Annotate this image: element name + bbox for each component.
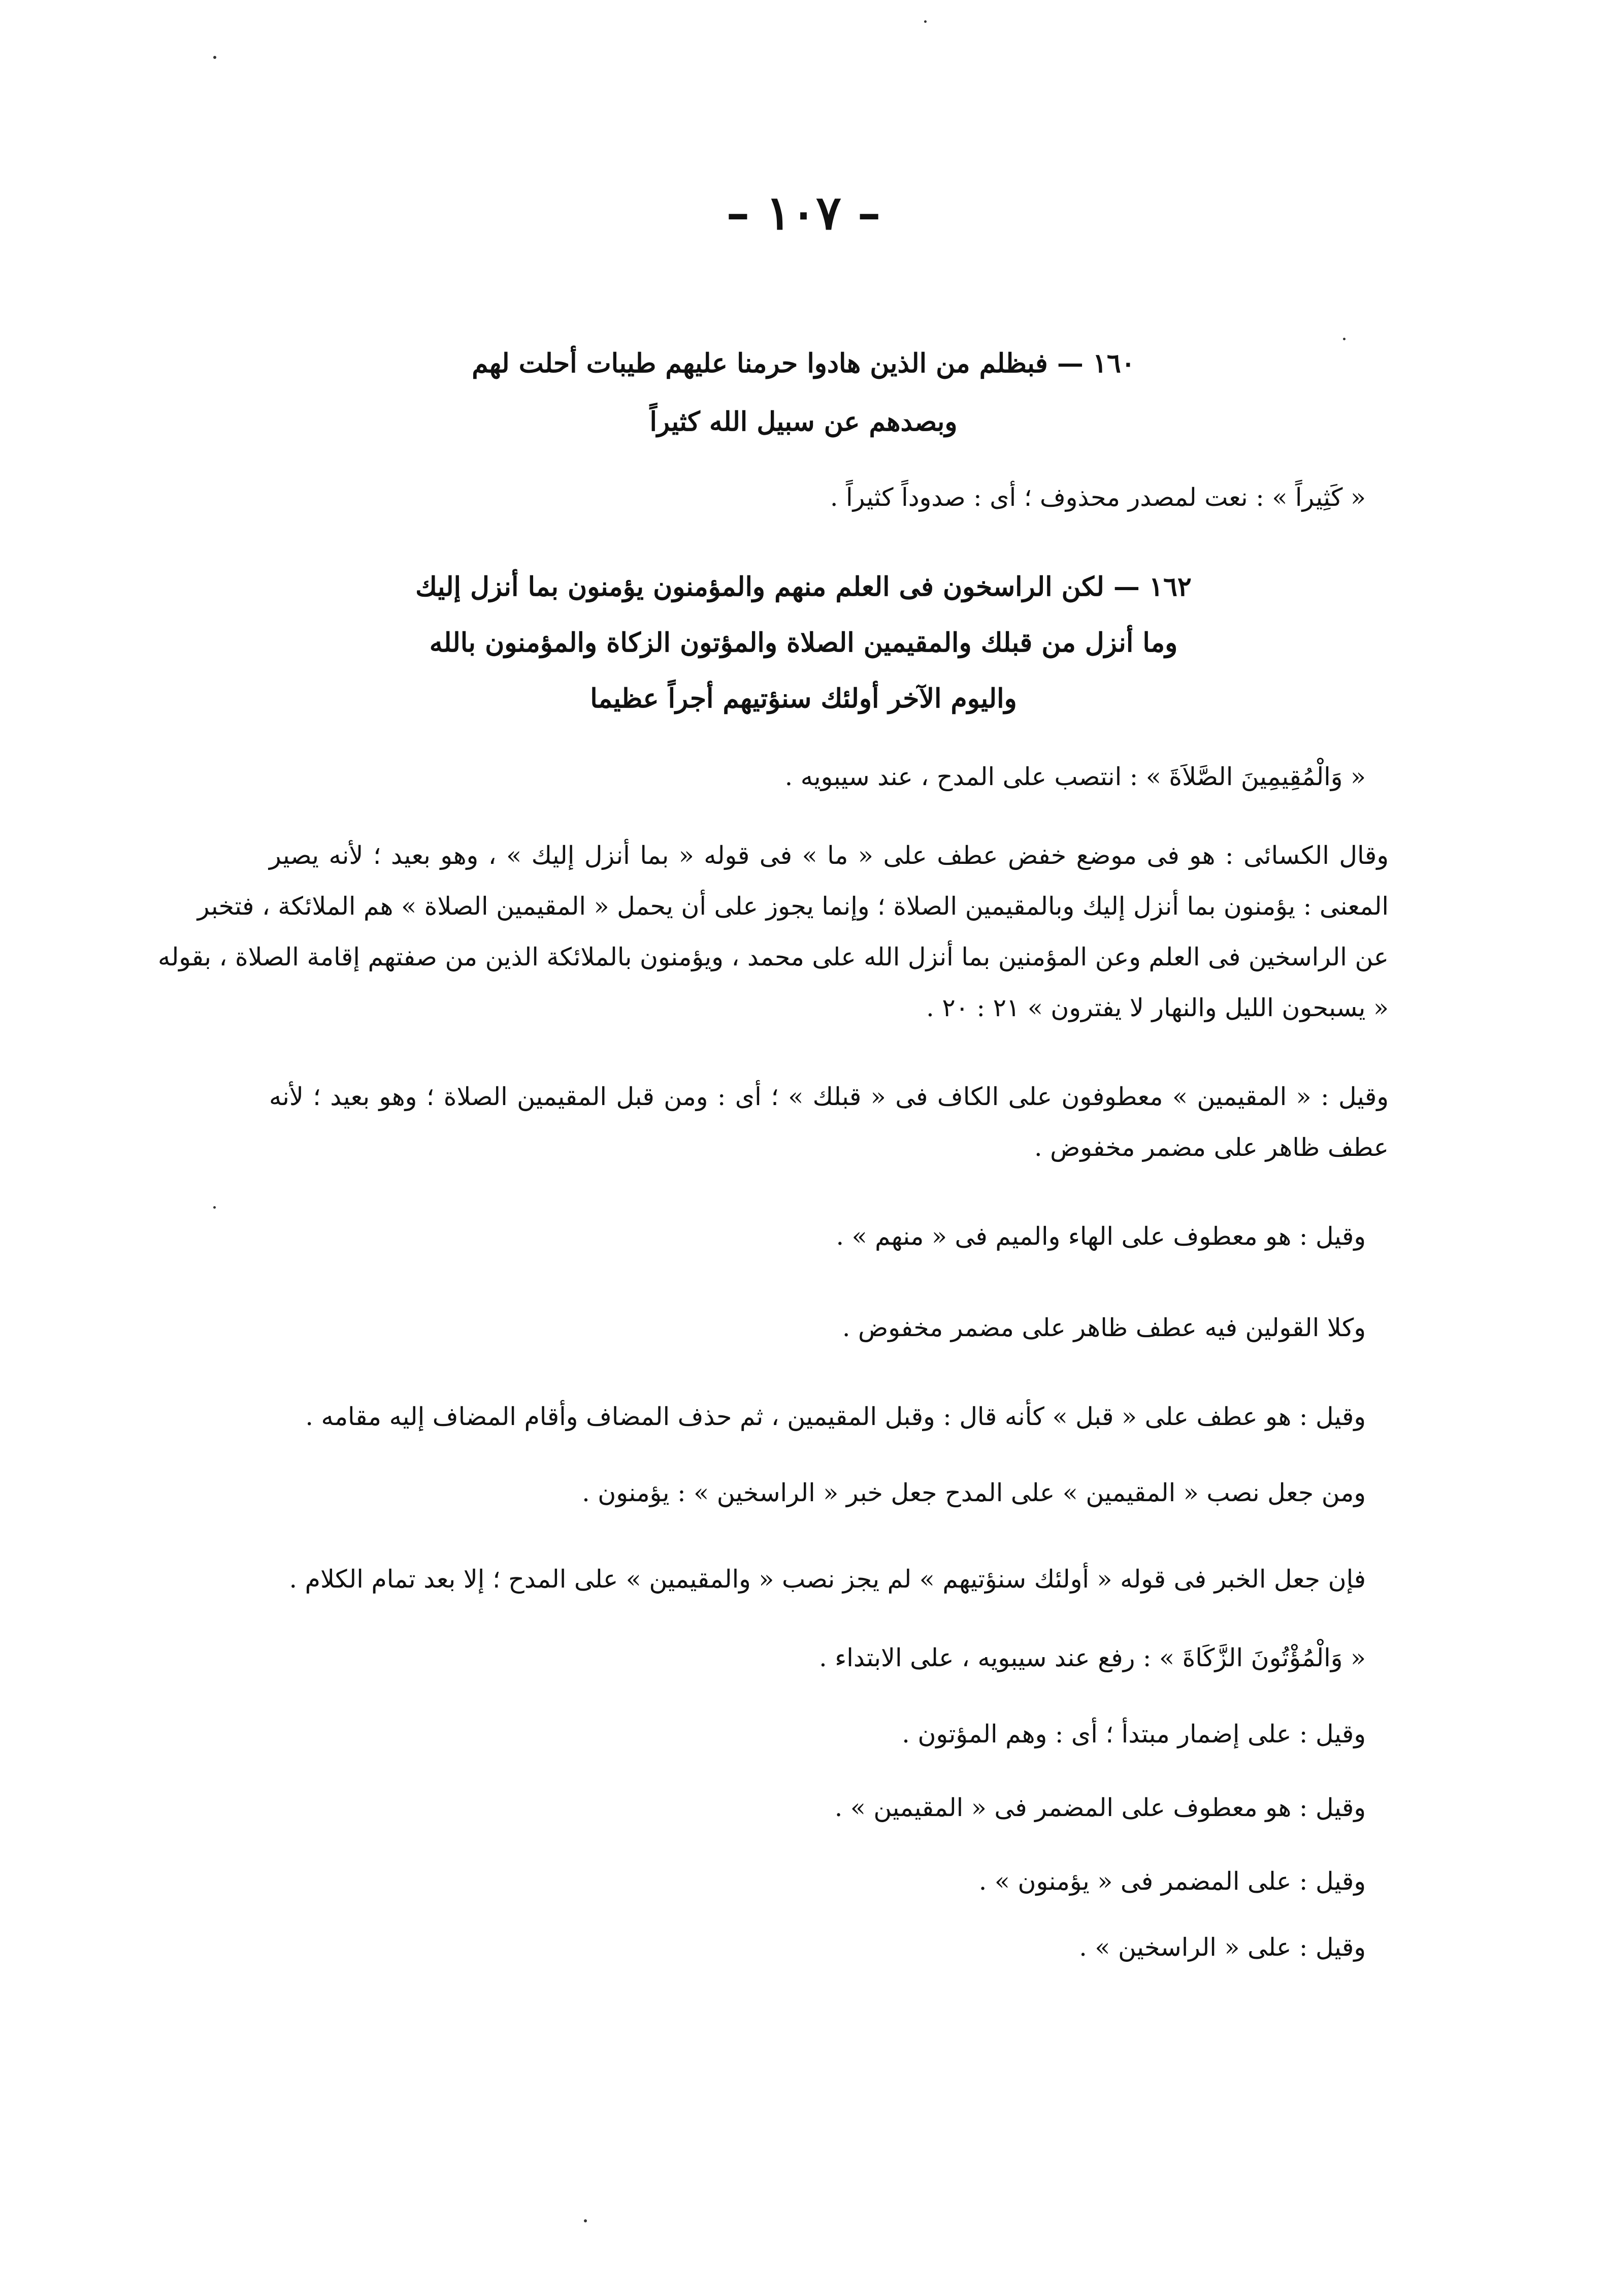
commentary-mudmar-yuminun: وقيل : على المضمر فى « يؤمنون » . <box>978 1867 1366 1896</box>
verse-162-line-1: ١٦٢ — لكن الراسخون فى العلم منهم والمؤمنون يؤمنون بما أنزل إليك <box>415 571 1192 602</box>
commentary-kisai-line-3: عن الراسخين فى العلم وعن المؤمنين بما أنزل الله على محمد ، ويؤمنون بالملائكة الذين من صفتهم إقامة الصلاة ، بقوله <box>158 943 1389 972</box>
commentary-kaf-line-1: وقيل : « المقيمين » معطوفون على الكاف فى « قبلك » ؛ أى : ومن قبل المقيمين الصلاة ؛ وهو بعيد ؛ لأنه <box>269 1082 1389 1111</box>
commentary-minhum: وقيل : هو معطوف على الهاء والميم فى « منهم » . <box>836 1222 1366 1251</box>
commentary-mutun: « وَالْمُؤْتُونَ الزَّكَاةَ » : رفع عند سيبويه ، على الابتداء . <box>819 1643 1366 1672</box>
verse-160-line-2: وبصدهم عن سبيل الله كثيراً <box>649 406 958 437</box>
commentary-rasikhin: وقيل : على « الراسخين » . <box>1079 1933 1366 1962</box>
commentary-kila-qawlayn: وكلا القولين فيه عطف ظاهر على مضمر مخفوض . <box>842 1313 1366 1342</box>
page-number: – ١٠٧ – <box>726 185 881 240</box>
scan-speck <box>584 2219 587 2222</box>
verse-160-line-1: ١٦٠ — فبظلم من الذين هادوا حرمنا عليهم طيبات أحلت لهم <box>472 348 1135 379</box>
commentary-idmar: وقيل : على إضمار مبتدأ ؛ أى : وهم المؤتون . <box>902 1720 1366 1749</box>
commentary-kisai-line-2: المعنى : يؤمنون بما أنزل إليك وبالمقيمين الصلاة ؛ وإنما يجوز على أن يحمل « المقيمين الصلاة » هم الملائكة ، فتخبر <box>197 892 1389 921</box>
scan-speck <box>213 1206 216 1209</box>
commentary-khabar: فإن جعل الخبر فى قوله « أولئك سنؤتيهم » لم يجز نصب « والمقيمين » على المدح ؛ إلا بعد تمام الكلام . <box>289 1565 1366 1594</box>
scan-speck <box>924 20 927 23</box>
scan-speck <box>1343 338 1346 340</box>
commentary-muqimin: « وَالْمُقِيمِينَ الصَّلاَةَ » : انتصب على المدح ، عند سيبويه . <box>784 762 1366 791</box>
commentary-qabl: وقيل : هو عطف على « قبل » كأنه قال : وقبل المقيمين ، ثم حذف المضاف وأقام المضاف إليه مقامه . <box>305 1402 1366 1431</box>
scan-speck <box>213 56 216 59</box>
commentary-kaf-line-2: عطف ظاهر على مضمر مخفوض . <box>1034 1133 1389 1162</box>
verse-162-line-3: واليوم الآخر أولئك سنؤتيهم أجراً عظيما <box>590 683 1017 714</box>
commentary-kisai-line-4: « يسبحون الليل والنهار لا يفترون » ٢١ : ٢٠ . <box>926 993 1389 1022</box>
commentary-kisai-line-1: وقال الكسائى : هو فى موضع خفض عطف على « ما » فى قوله « بما أنزل إليك » ، وهو بعيد ؛ لأنه يصير <box>269 841 1389 870</box>
verse-162-line-2: وما أنزل من قبلك والمقيمين الصلاة والمؤتون الزكاة والمؤمنون بالله <box>429 627 1178 658</box>
commentary-mudmar-muqimin: وقيل : هو معطوف على المضمر فى « المقيمين » . <box>834 1793 1366 1822</box>
commentary-madh: ومن جعل نصب « المقيمين » على المدح جعل خبر « الراسخين » : يؤمنون . <box>582 1478 1366 1507</box>
commentary-kathiran: « كَثِيراً » : نعت لمصدر محذوف ؛ أى : صدوداً كثيراً . <box>830 483 1366 512</box>
